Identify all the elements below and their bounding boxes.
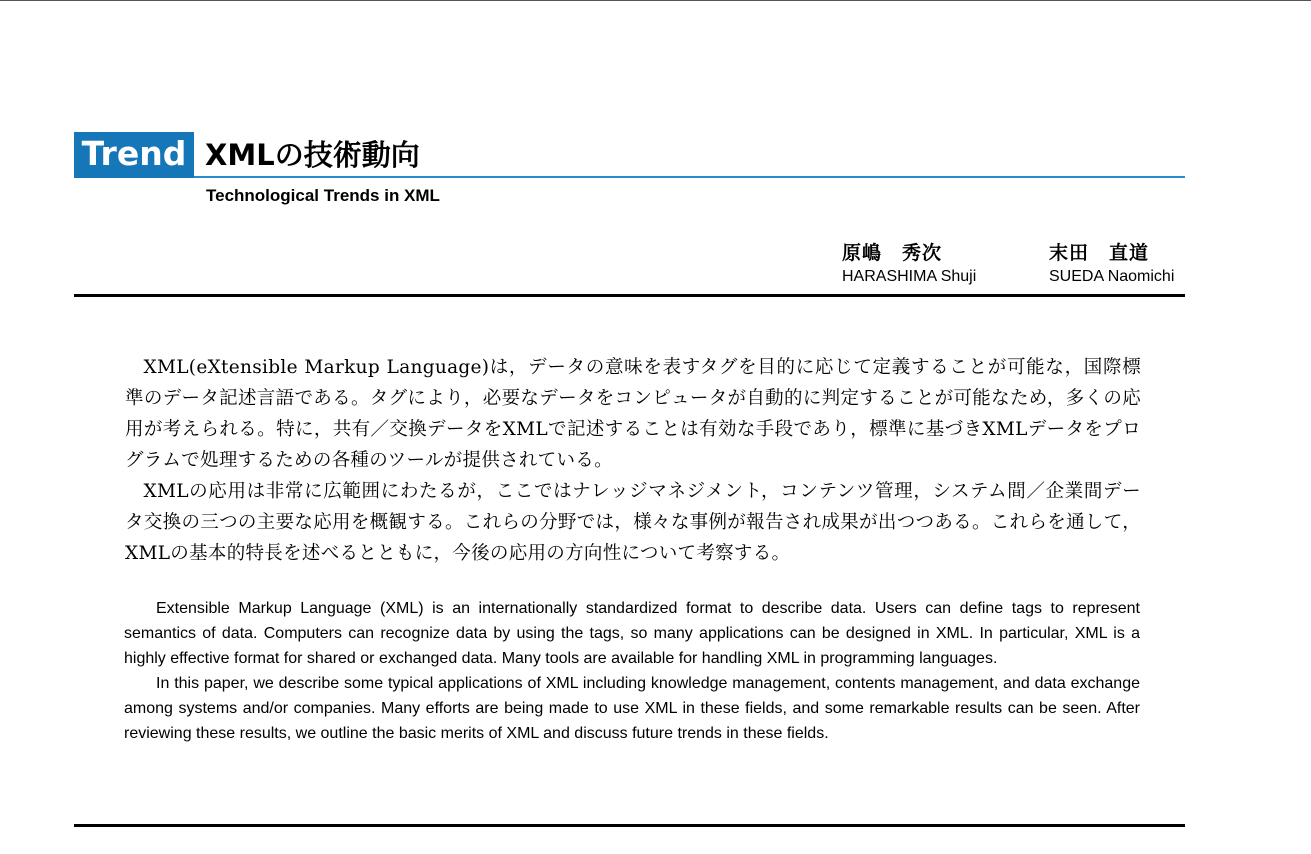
page-top-border (0, 0, 1311, 1)
author-name-english: HARASHIMA Shuji (842, 268, 977, 285)
abstract-japanese-paragraph: XML(eXtensible Markup Language)は，データの意味を表すタグを目的に応じて定義することが可能な，国際標準のデータ記述言語である。タグにより，必要なデータをコンピュータが自動的に判定することが可能なため，多くの応用が考えられる。特に，共有／交換データをXMLで記述することは有効な手段であり，標準に基づきXMLデータをプログラムで処理するための各種のツールが提供されている。 (125, 357, 1141, 471)
author-name-japanese: 原嶋 秀次 (842, 242, 943, 264)
title-underline (194, 176, 1185, 178)
author-block-1 (842, 240, 976, 287)
abstract-english-paragraph: Extensible Markup Language (XML) is an internationally standardized format to describe data. Users can define tags to represent semantics of data. Computers can recognize data by using the tags, so many applications can be designed in XML. In particular, XML is a highly effective format for shared or exchanged data. Many tools are available for handling XML in programming languages. (124, 600, 1140, 667)
abstract-japanese (125, 352, 1141, 569)
footer-divider (74, 824, 1185, 827)
abstract-english (124, 596, 1140, 746)
header-divider (74, 294, 1185, 297)
abstract-english-paragraph: In this paper, we describe some typical applications of XML including knowledge management, contents management, and data exchange among systems and/or companies. Many efforts are being made to use XML in these fields, and some remarkable results can be seen. After reviewing these results, we outline the basic merits of XML and discuss future trends in these fields. (124, 675, 1140, 742)
author-block-2 (1049, 240, 1174, 287)
abstract-japanese-paragraph: XMLの応用は非常に広範囲にわたるが，ここではナレッジマネジメント，コンテンツ管理，システム間／企業間データ交換の三つの主要な応用を概観する。これらの分野では，様々な事例が報告され成果が出つつある。これらを通して， XMLの基本的特長を述べるとともに，今後の応用の方向性について考察する。 (125, 481, 1141, 564)
page-title-english: Technological Trends in XML (206, 186, 440, 205)
trend-badge: Trend (74, 132, 194, 178)
author-name-japanese: 末田 直道 (1049, 242, 1150, 264)
page-title-japanese: XMLの技術動向 (205, 138, 420, 172)
author-name-english: SUEDA Naomichi (1049, 268, 1175, 285)
